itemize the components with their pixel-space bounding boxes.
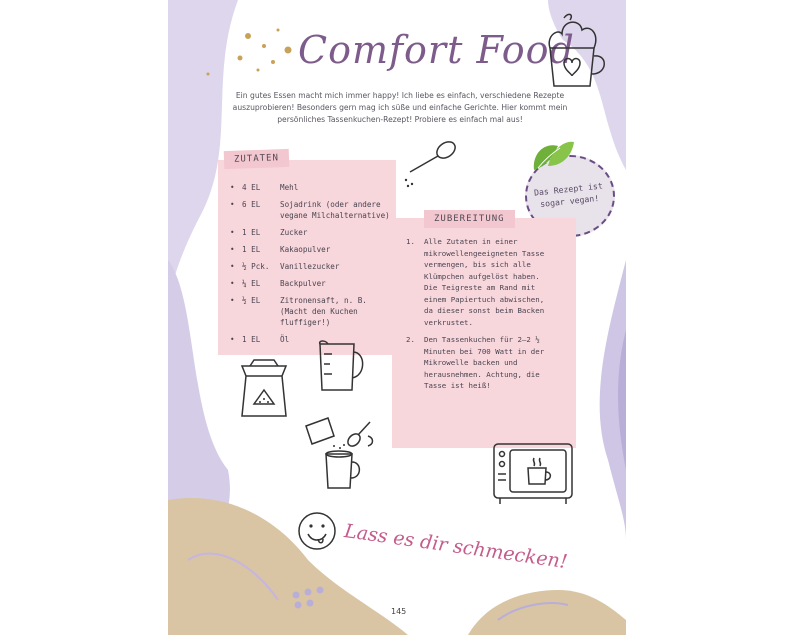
step-item: 1. Alle Zutaten in einer mikrowellengeeigneten Tasse vermengen, bis sich alle Klümpchen aufgelöst haben. Die Teigreste am Rand mit einem Papiertuch abwischen, da dieser sonst beim Backen verkrustet. <box>406 237 545 327</box>
list-item: • 1 EL Kakaopulver <box>230 245 331 254</box>
microwave-icon <box>492 440 576 506</box>
intro-text: Ein gutes Essen macht mich immer happy! Ich liebe es einfach, verschiedene Rezepte auszuprobieren! Besonders gern mag ich süße und einfache Gerichte. Hier kommt mein persönliches Tassenkuchen-Rezept! Probiere es einfach mal aus! <box>232 91 568 124</box>
smiley-icon <box>296 510 338 552</box>
spoon-icon <box>400 136 460 190</box>
cookbook-page <box>168 0 626 635</box>
vegan-badge-text: Das Rezept ist sogar vegan! <box>533 180 604 210</box>
ingredients-heading: ZUTATEN <box>224 149 290 169</box>
tagline: Lass es dir schmecken! <box>342 520 569 574</box>
page-number: 145 <box>391 607 407 616</box>
list-item: • 4 EL Mehl <box>230 183 299 192</box>
list-item: • ½ Pck. Vanillezucker <box>230 262 340 271</box>
ingredients-list <box>230 182 390 351</box>
flour-bag-icon <box>236 358 292 418</box>
list-item: • 1 EL Zucker <box>230 228 308 237</box>
list-item: • ½ EL Zitronensaft, n. B. (Macht den Kuchen fluffiger!) <box>230 296 367 327</box>
leaf-icon <box>530 136 576 174</box>
preparation-heading: ZUBEREITUNG <box>424 210 515 228</box>
preparation-steps <box>406 236 556 398</box>
step-item: 2. Den Tassenkuchen für 2–2 ½ Minuten bei 700 Watt in der Mikrowelle backen und herausnehmen. Achtung, die Tasse ist heiß! <box>406 335 545 390</box>
cup-with-heart-icon <box>540 8 612 90</box>
mug-icon <box>322 444 366 492</box>
list-item: • ¼ EL Backpulver <box>230 279 326 288</box>
list-item: • 1 EL Öl <box>230 335 290 344</box>
page-title: Comfort Food <box>298 28 575 72</box>
measuring-cup-icon <box>316 338 368 394</box>
list-item: • 6 EL Sojadrink (oder andere vegane Milchalternative) <box>230 200 390 220</box>
